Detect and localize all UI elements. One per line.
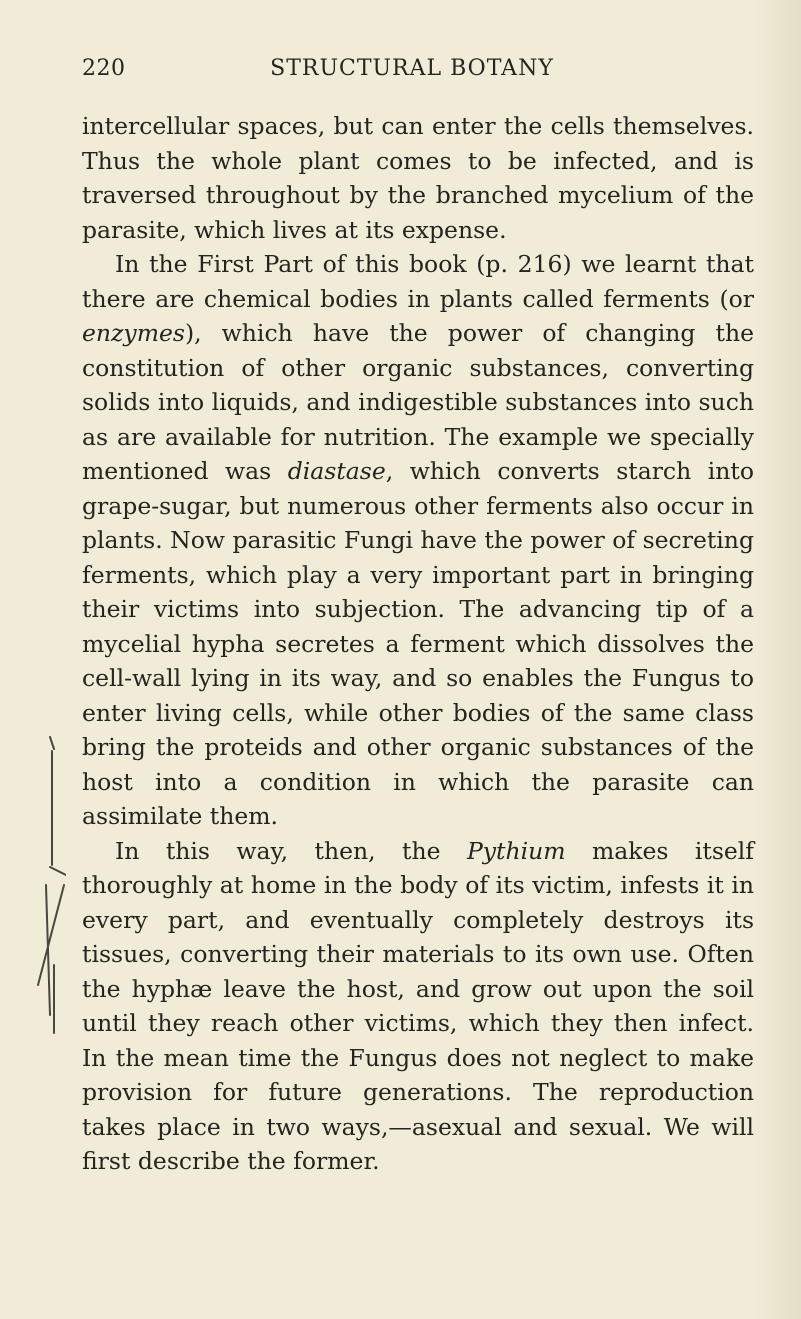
term-enzymes: enzymes (82, 319, 185, 347)
paragraph-2-text-a: In the First Part of this book (p. 216) we learnt that there are chemical bodies in plants called ferments (or (82, 250, 754, 313)
page-number: 220 (82, 56, 126, 81)
paragraph-3-text-a: In this way, then, the (115, 836, 467, 865)
paragraph-3 (82, 834, 754, 1179)
paragraph-1-text: intercellular spaces, but can enter the cells themselves. Thus the whole plant comes to be infected, and is traversed throughout by the branched mycelium of the parasite, which lives at its expense. (82, 112, 754, 244)
paragraph-1 (82, 109, 754, 247)
paragraph-3-text-b: makes itself thoroughly at home in the body of its victim, infests it in every part, and eventually completely destroys its tissues, converting their materials to its own use. Often the hyphæ leave the host, and grow out upon the soil until they reach other victims, which they then infect. In the mean time the Fungus does not neglect to make provision for future generations. The reproduction takes place in two ways,—asexual and sexual. We will first describe the former. (82, 836, 754, 1175)
paragraph-2-text-c: , which converts starch into grape-sugar, but numerous other ferments also occur in plants. Now parasitic Fungi have the power of secreting ferments, which play a very important part in bringing their victims into subjection. The advancing tip of a mycelial hypha secretes a ferment which dissolves the cell-wall lying in its way, and so enables the Fungus to enter living cells, while other bodies of the same class bring the proteids and other organic substances of the host into a condition in which the parasite can assimilate them. (82, 457, 754, 830)
paragraph-2 (82, 247, 754, 834)
paragraph-2-text-b: ), which have the power of changing the constitution of other organic substances, converting solids into liquids, and indigestible substances into such as are available for nutrition. The example we specially mentioned was (82, 319, 754, 485)
body-text (82, 109, 754, 1179)
running-head: STRUCTURAL BOTANY (270, 56, 554, 81)
page-header (82, 56, 742, 86)
term-diastase: diastase (287, 457, 386, 485)
term-pythium: Pythium (466, 836, 566, 865)
margin-pencil-mark (20, 735, 66, 1035)
